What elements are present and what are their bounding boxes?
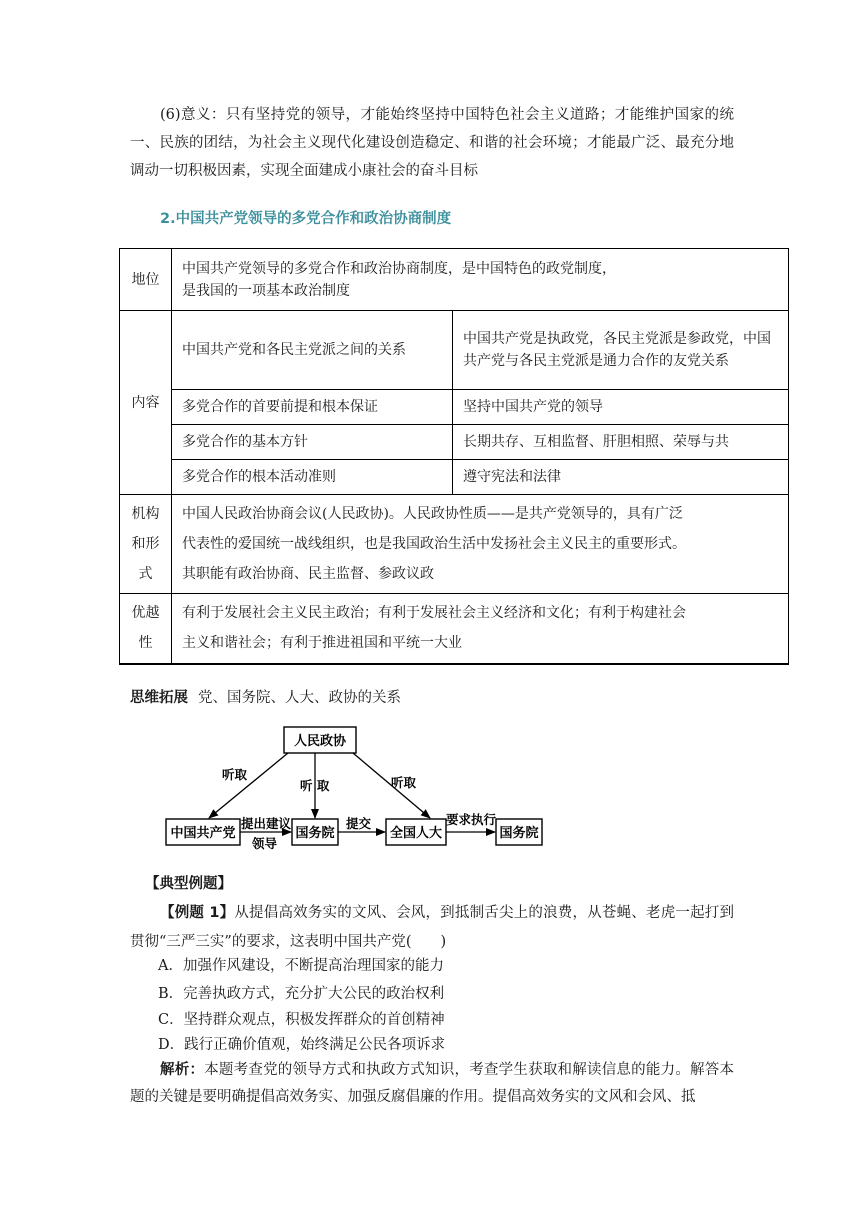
state-council-right-box xyxy=(496,819,542,845)
npc-box xyxy=(386,819,446,845)
state-council-box xyxy=(292,819,338,845)
option-a: A．加强作风建设，不断提高治理国家的能力 xyxy=(158,958,444,974)
label-listen-right: 听取 xyxy=(391,775,417,790)
arrow-party-cppcc xyxy=(209,753,288,818)
status-line-1: 中国共产党领导的多党合作和政治协商制度，是中国特色的政党制度， xyxy=(182,260,616,277)
analysis-label: 解析： xyxy=(160,1062,205,1078)
advantage-line-2: 主义和谐社会；有利于推进祖国和平统一大业 xyxy=(182,635,462,652)
label-listen-left: 听取 xyxy=(222,767,248,782)
svg-text:国务院: 国务院 xyxy=(499,826,539,841)
svg-text:人民政协: 人民政协 xyxy=(293,734,347,749)
org-label: 机构和形式 xyxy=(120,495,172,594)
label-enforce: 要求执行 xyxy=(446,812,497,827)
thinking-text: 党、国务院、人大、政协的关系 xyxy=(198,690,401,706)
label-submit: 提交 xyxy=(346,816,372,831)
label-listen-mid: 听 取 xyxy=(300,778,330,793)
content-item: 多党合作的根本活动准则 xyxy=(172,460,453,495)
content-value: 遵守宪法和法律 xyxy=(453,460,789,495)
advantage-label: 优越性 xyxy=(120,594,172,664)
org-line-2: 代表性的爱国统一战线组织，也是我国政治生活中发扬社会主义民主的重要形式。 xyxy=(182,536,686,552)
org-line-3: 其职能有政治协商、民主监督、参政议政 xyxy=(182,566,434,582)
content-value: 长期共存、互相监督、肝胆相照、荣辱与共 xyxy=(453,425,789,460)
content-label: 内容 xyxy=(120,311,172,495)
content-item: 多党合作的基本方针 xyxy=(172,425,453,460)
cppcc-box xyxy=(284,727,356,753)
example-heading: 【典型例题】 xyxy=(145,876,232,892)
org-line-1: 中国人民政治协商会议(人民政协)。人民政协性质——是共产党领导的，具有广泛 xyxy=(182,506,683,522)
analysis xyxy=(130,1057,734,1111)
option-c: C．坚持群众观点，积极发挥群众的首创精神 xyxy=(158,1012,445,1028)
svg-text:全国人大: 全国人大 xyxy=(389,826,443,841)
content-item: 多党合作的首要前提和根本保证 xyxy=(172,390,453,425)
party-box xyxy=(166,819,240,845)
section-title: 2.中国共产党领导的多党合作和政治协商制度 xyxy=(160,211,452,227)
example-question xyxy=(130,899,734,957)
option-d: D．践行正确价值观，始终满足公民各项诉求 xyxy=(158,1037,446,1053)
label-suggest: 提出建议 xyxy=(241,816,292,831)
content-value: 中国共产党是执政党，各民主党派是参政党，中国共产党与各民主党派是通力合作的友党关系 xyxy=(453,311,789,390)
label-lead: 领导 xyxy=(252,836,278,851)
svg-text:中国共产党: 中国共产党 xyxy=(170,826,236,841)
option-b: B．完善执政方式，充分扩大公民的政治权利 xyxy=(158,986,445,1002)
example-question-text: 从提倡高效务实的文风、会风，到抵制舌尖上的浪费，从苍蝇、老虎一起打到贯彻“三严三实”的要求，这表明中国共产党( ) xyxy=(130,905,735,950)
advantage-line-1: 有利于发展社会主义民主政治；有利于发展社会主义经济和文化；有利于构建社会 xyxy=(182,605,686,622)
status-line-2: 是我国的一项基本政治制度 xyxy=(182,282,350,299)
status-label: 地位 xyxy=(120,249,172,311)
example-tag: 【例题 1】 xyxy=(160,905,235,921)
content-value: 坚持中国共产党的领导 xyxy=(453,390,789,425)
intro-paragraph: (6)意义：只有坚持党的领导，才能始终坚持中国特色社会主义道路；才能维护国家的统一、民族的团结，为社会主义现代化建设创造稳定、和谐的社会环境；才能最广泛、最充分地调动一切积极因素，实现全面建成小康社会的奋斗目标 xyxy=(130,107,734,179)
thinking-label: 思维拓展 xyxy=(130,690,188,706)
analysis-text: 本题考查党的领导方式和执政方式知识，考查学生获取和解读信息的能力。解答本题的关键是要明确提倡高效务实、加强反腐倡廉的作用。提倡高效务实的文风和会风、抵 xyxy=(130,1062,734,1105)
svg-text:国务院: 国务院 xyxy=(295,826,335,841)
content-item: 中国共产党和各民主党派之间的关系 xyxy=(172,311,453,390)
